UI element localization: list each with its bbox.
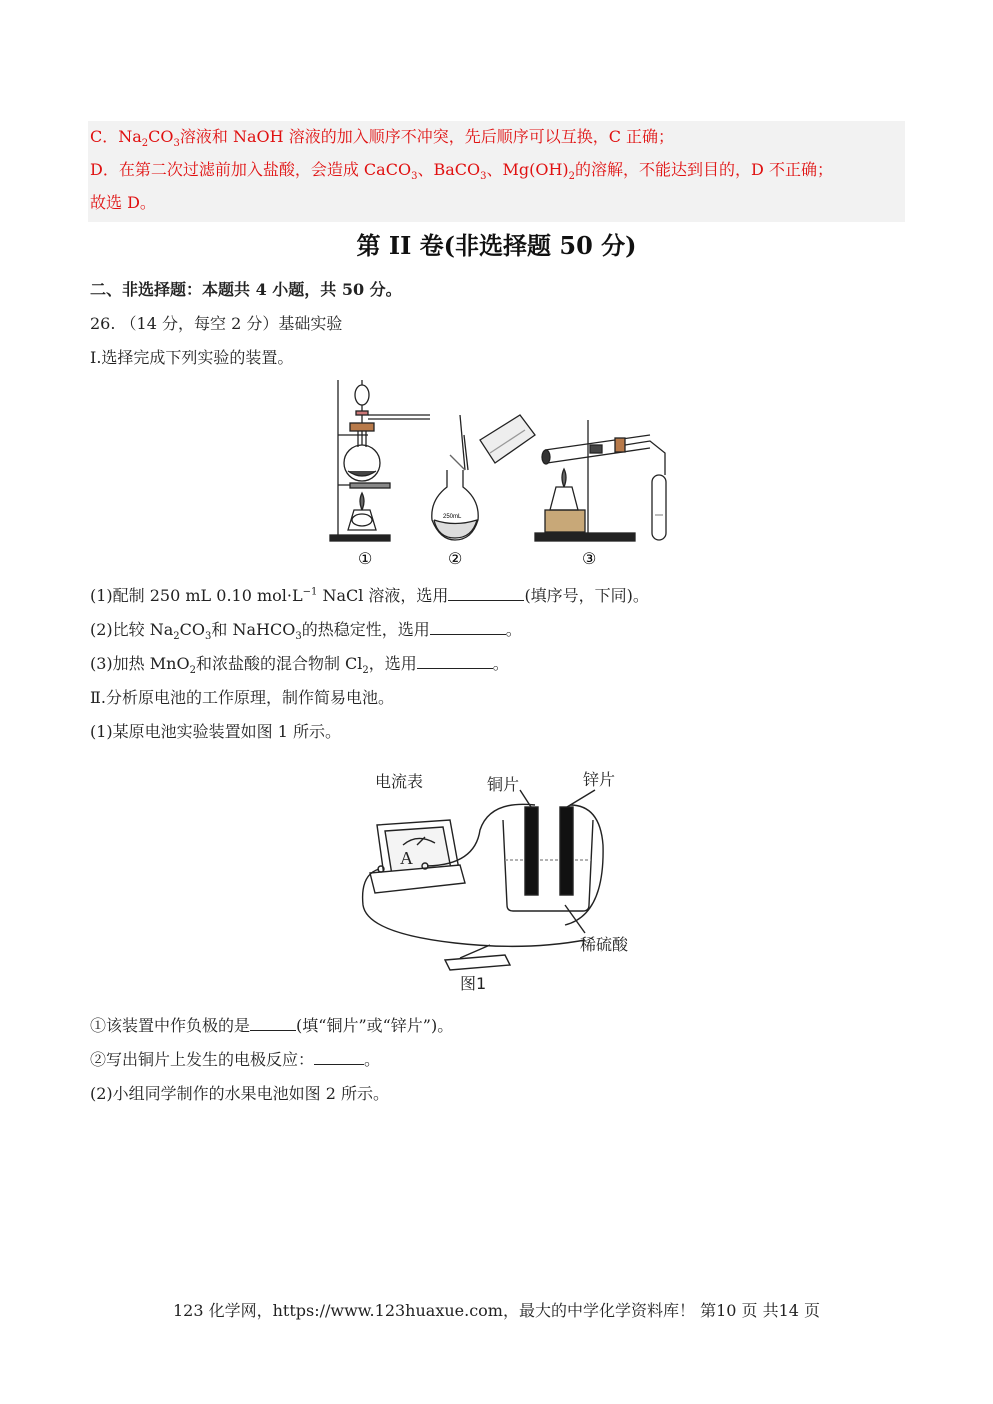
part1-title: Ⅰ.选择完成下列实验的装置。 [90,348,294,367]
figure-1-caption: 图1 [460,974,487,993]
page-footer: 123 化学网，https://www.123huaxue.com，最大的中学化学资料库！ 第10 页 共14 页 [172,1301,821,1320]
apparatus-label-2: ② [448,551,463,568]
apparatus-figure [320,375,680,570]
copper-label: 铜片 [487,775,520,794]
stand-base-1 [330,535,390,541]
sub-question-2: ②写出铜片上发生的电极反应： 。 [90,1050,381,1069]
answer-blank-4[interactable] [250,1016,296,1031]
question-1: (1)配制 250 mL 0.10 $mol\cdot L^{-1}$ NaCl 溶液，选用 (填序号，下同)。 [90,586,649,605]
ammeter-label: 电流表 [375,772,424,791]
flask-label: 250mL [443,514,462,520]
section-heading: 二、非选择题：本题共 4 小题，共 50 分。 [90,280,402,299]
answer-conclusion: 故选 D。 [90,193,156,212]
galvanic-cell-figure [355,765,645,995]
question-3: (3)加热 MnO$_2$和浓盐酸的混合物制 $Cl_2$，选用 。 [90,654,509,677]
sub-question-1: ①该装置中作负极的是 (填“铜片”或“锌片”)。 [90,1016,454,1035]
zinc-label: 锌片 [583,770,616,789]
question-2: (2)比较 $Na_2CO_3$和 NaHCO$_3$的热稳定性，选用 。 [90,620,522,643]
answer-line-c: C．$Na_2CO_3$溶液和 NaOH 溶液的加入顺序不冲突，先后顺序可以互换，C 正确； [90,127,675,150]
section-title: 第 II 卷(非选择题 50 分) [356,231,637,260]
part2-question-1: (1)某原电池实验装置如图 1 所示。 [90,722,342,741]
part2-title: Ⅱ.分析原电池的工作原理，制作简易电池。 [90,688,394,707]
part2-question-2: (2)小组同学制作的水果电池如图 2 所示。 [90,1084,390,1103]
apparatus-label-3: ③ [582,551,597,568]
answer-blank-5[interactable] [314,1050,364,1065]
answer-blank-1[interactable] [448,586,524,601]
answer-blank-3[interactable] [417,654,493,669]
apparatus-label-1: ① [358,551,373,568]
question-26-header: 26. （14 分，每空 2 分）基础实验 [90,314,343,333]
acid-label: 稀硫酸 [580,935,629,954]
answer-blank-2[interactable] [430,620,506,635]
answer-line-d: D．在第二次过滤前加入盐酸，会造成 CaCO$_3$、BaCO$_3$、$Mg(OH)_2$的溶解，不能达到目的，D 不正确； [90,160,833,183]
meter-letter: A [400,848,413,868]
